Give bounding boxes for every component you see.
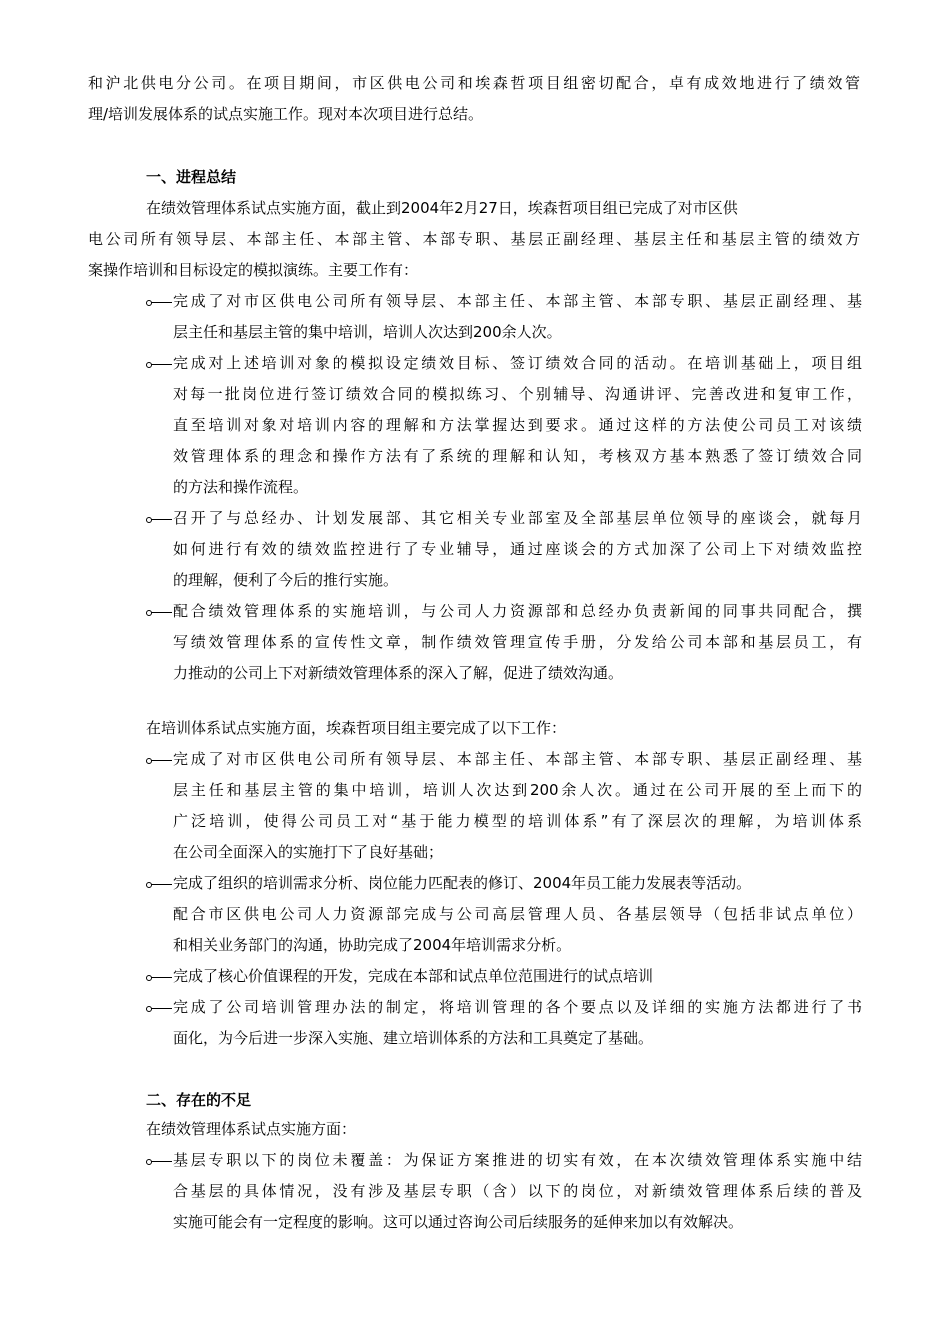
text-line: 层主任和基层主管的集中培训，培训人次达到200余人次。通过在公司开展的至上而下的 [173, 781, 862, 799]
text-line: 广泛培训，使得公司员工对“基于能力模型的培训体系”有了深层次的理解，为培训体系 [173, 812, 862, 830]
text-line: 在公司全面深入的实施打下了良好基础； [173, 843, 444, 861]
text-line: 完成了对市区供电公司所有领导层、本部主任、本部主管、本部专职、基层正副经理、基 [173, 292, 862, 310]
dash-bullet-icon [146, 596, 172, 627]
text-line: 配合市区供电公司人力资源部完成与公司高层管理人员、各基层领导（包括非试点单位） [173, 905, 862, 923]
text-line: 层主任和基层主管的集中培训，培训人次达到200余人次。 [173, 323, 562, 341]
text-line: 召开了与总经办、计划发展部、其它相关专业部室及全部基层单位领导的座谈会，就每月 [173, 509, 862, 527]
text-line: 如何进行有效的绩效监控进行了专业辅导，通过座谈会的方式加深了公司上下对绩效监控 [173, 540, 862, 558]
dash-bullet-icon [146, 961, 172, 992]
text-line: 完成了对市区供电公司所有领导层、本部主任、本部主管、本部专职、基层正副经理、基 [173, 750, 862, 768]
text-line: 直至培训对象对培训内容的理解和方法掌握达到要求。通过这样的方法使公司员工对该绩 [173, 416, 862, 434]
text-line: 写绩效管理体系的宣传性文章，制作绩效管理宣传手册，分发给公司本部和基层员工，有 [173, 633, 862, 651]
text-line: 实施可能会有一定程度的影响。这可以通过咨询公司后续服务的延伸来加以有效解决。 [173, 1213, 744, 1231]
dash-bullet-icon [146, 503, 172, 534]
text-line: 的理解，便利了今后的推行实施。 [173, 571, 399, 589]
text-line: 完成了核心价值课程的开发，完成在本部和试点单位范围进行的试点培训 [173, 967, 654, 985]
intro-paragraph [88, 68, 860, 130]
text-line: 对每一批岗位进行签订绩效合同的模拟练习、个别辅导、沟通讲评、完善改进和复审工作， [173, 385, 862, 403]
text-line: 案操作培训和目标设定的模拟演练。主要工作有： [88, 261, 419, 279]
list-item [146, 503, 862, 596]
list-item [146, 961, 862, 992]
text-line: 在绩效管理体系试点实施方面，截止到2004年2月27日，埃森哲项目组已完成了对市区供 [146, 199, 738, 217]
dash-bullet-icon [146, 1145, 172, 1176]
text-line: 基层专职以下的岗位未覆盖：为保证方案推进的切实有效，在本次绩效管理体系实施中结 [173, 1151, 862, 1169]
text-line: 力推动的公司上下对新绩效管理体系的深入了解，促进了绩效沟通。 [173, 664, 624, 682]
section-heading-progress: 一、进程总结 [146, 168, 237, 186]
dash-bullet-icon [146, 868, 172, 899]
training-intro-paragraph: 在培训体系试点实施方面，埃森哲项目组主要完成了以下工作： [146, 719, 567, 737]
list-item [146, 868, 862, 961]
text-line: 理/培训发展体系的试点实施工作。现对本次项目进行总结。 [88, 105, 484, 123]
text-line: 的方法和操作流程。 [173, 478, 309, 496]
list-item [146, 992, 862, 1054]
text-line: 完成了组织的培训需求分析、岗位能力匹配表的修订、2004年员工能力发展表等活动。 [173, 874, 752, 892]
text-line: 效管理体系的理念和操作方法有了系统的理解和认知，考核双方基本熟悉了签订绩效合同 [173, 447, 862, 465]
text-line: 电公司所有领导层、本部主任、本部主管、本部专职、基层正副经理、基层主任和基层主管的绩效方 [88, 230, 860, 248]
text-line: 完成了公司培训管理办法的制定，将培训管理的各个要点以及详细的实施方法都进行了书 [173, 998, 862, 1016]
list-item [146, 596, 862, 689]
section-heading-shortcomings: 二、存在的不足 [146, 1091, 252, 1109]
text-line: 和沪北供电分公司。在项目期间，市区供电公司和埃森哲项目组密切配合，卓有成效地进行了绩效管 [88, 74, 860, 92]
perf-intro-paragraph [88, 193, 860, 286]
list-item [146, 348, 862, 503]
text-line: 合基层的具体情况，没有涉及基层专职（含）以下的岗位，对新绩效管理体系后续的普及 [173, 1182, 862, 1200]
text-line: 完成对上述培训对象的模拟设定绩效目标、签订绩效合同的活动。在培训基础上，项目组 [173, 354, 862, 372]
dash-bullet-icon [146, 744, 172, 775]
dash-bullet-icon [146, 348, 172, 379]
list-item [146, 1145, 862, 1238]
list-item [146, 286, 862, 348]
text-line: 配合绩效管理体系的实施培训，与公司人力资源部和总经办负责新闻的同事共同配合，撰 [173, 602, 862, 620]
dash-bullet-icon [146, 992, 172, 1023]
text-line: 面化，为今后进一步深入实施、建立培训体系的方法和工具奠定了基础。 [173, 1029, 654, 1047]
dash-bullet-icon [146, 286, 172, 317]
text-line: 和相关业务部门的沟通，协助完成了2004年培训需求分析。 [173, 936, 572, 954]
list-item [146, 744, 862, 868]
shortcomings-intro-paragraph: 在绩效管理体系试点实施方面： [146, 1120, 357, 1138]
